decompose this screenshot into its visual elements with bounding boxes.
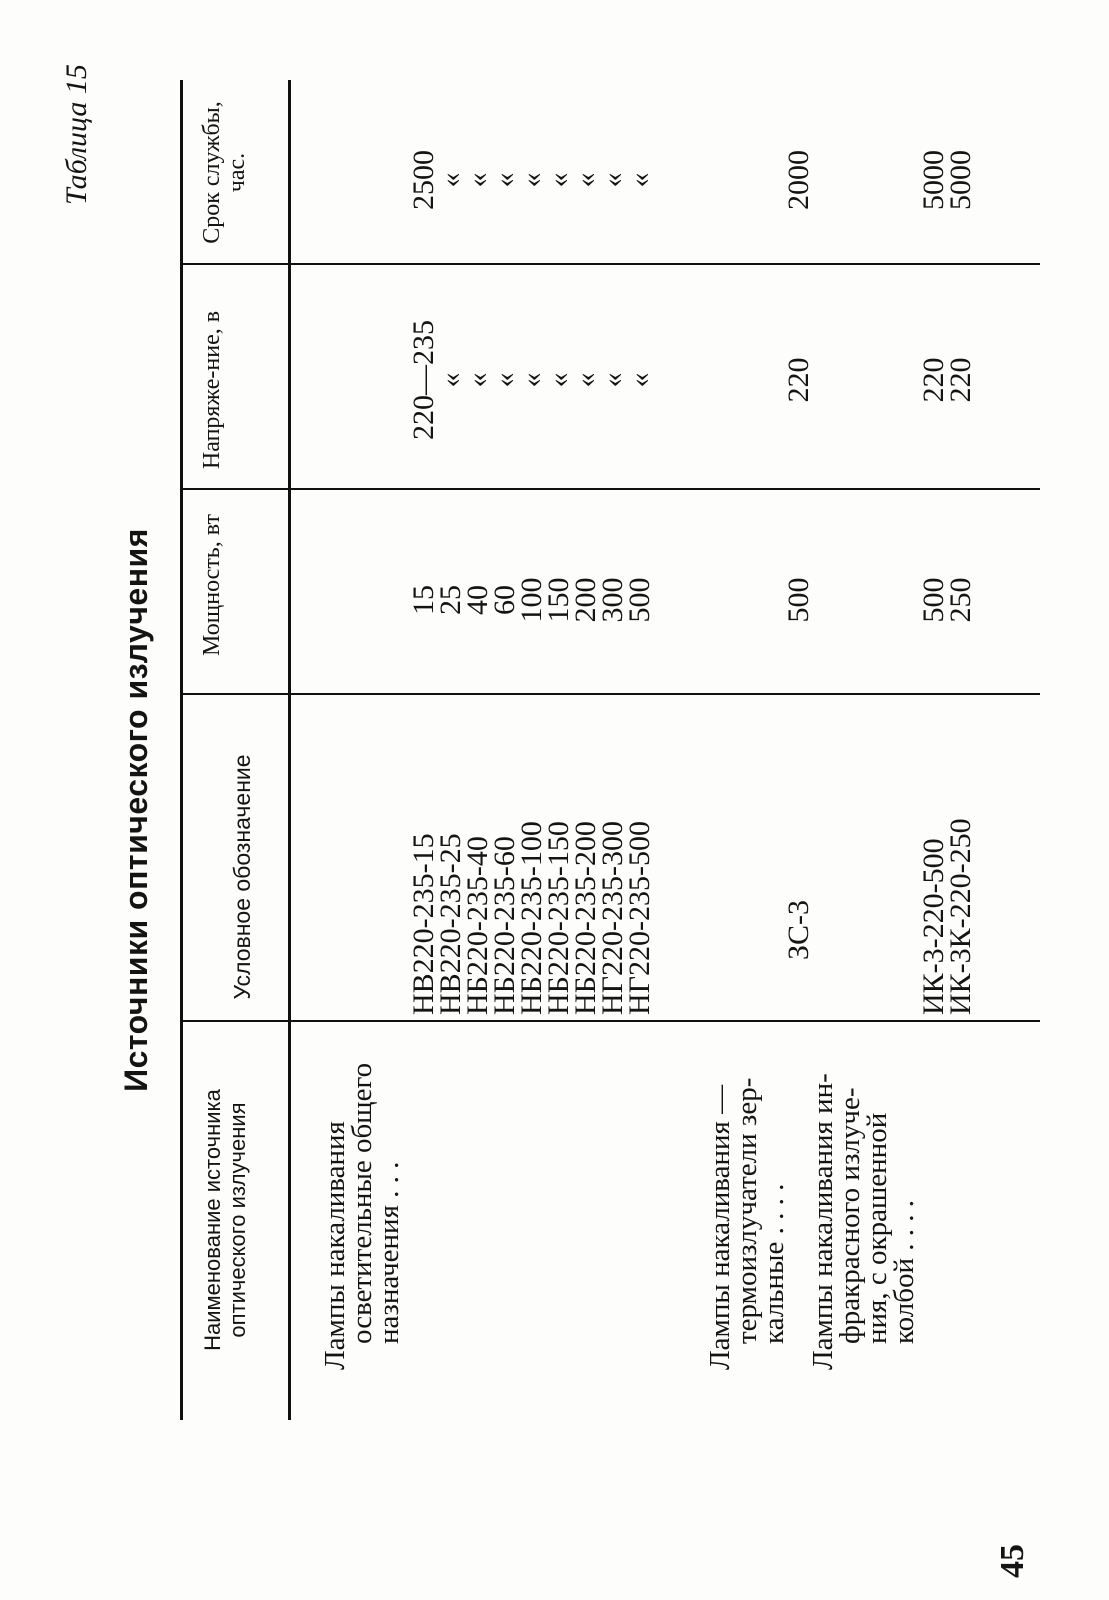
life-cell: « [515,172,548,188]
life-cell: 5000 [944,150,977,210]
name-line: осветительные общего [346,1062,378,1344]
group-3-life [917,105,977,255]
name-line: назначения . . . [373,1161,405,1344]
voltage-cell: 220—235 [407,320,440,440]
group-1-name [319,1040,405,1370]
voltage-cell: « [461,372,494,388]
column-divider-2 [180,693,1040,695]
code-cell: НБ220-235-150 [542,821,575,1015]
group-2-voltage [782,300,815,460]
column-divider-3 [180,488,1040,490]
group-1-codes [407,725,656,1015]
table-title: Источники оптического излучения [118,528,154,1092]
life-cell: 2000 [782,150,815,210]
voltage-cell: « [596,372,629,388]
group-1-life [407,105,656,255]
power-cell: 500 [782,577,815,623]
group-2-power [782,540,815,660]
group-3-name [807,1040,920,1370]
voltage-cell: « [488,372,521,388]
code-cell: ИК-3-220-500 [917,838,950,1015]
code-cell: НВ220-235-25 [434,833,467,1015]
power-cell: 500 [917,577,950,623]
group-2-codes [782,670,815,960]
group-3-voltage [917,300,977,460]
life-cell: « [488,172,521,188]
name-line: Лампы накаливания ин- [807,1073,839,1370]
name-line: ния, с окрашенной [861,1112,893,1344]
group-1-power [407,540,656,660]
group-2-life [782,105,815,255]
code-cell: НВ220-235-15 [407,833,440,1015]
name-line: Лампы накаливания — [704,1084,736,1370]
power-cell: 250 [944,577,977,623]
column-divider-1 [180,1020,1040,1022]
group-2-name [704,1040,790,1370]
life-cell: « [596,172,629,188]
column-divider-4 [180,263,1040,265]
name-line: кальные . . . . [758,1183,790,1344]
life-cell: « [461,172,494,188]
life-cell: « [623,172,656,188]
name-line: термоизлучатели зер- [731,1077,763,1344]
power-cell: 25 [434,585,467,615]
header-life: Срок службы, час. [199,101,250,244]
life-cell: « [434,172,467,188]
voltage-cell: « [434,372,467,388]
group-1-voltage [407,300,656,460]
power-cell: 200 [569,577,602,623]
code-cell: НГ220-235-300 [596,821,629,1015]
table-top-rule [180,80,183,1420]
header-bottom-rule [288,80,291,1420]
voltage-cell: « [542,372,575,388]
power-cell: 60 [488,585,521,615]
code-cell: ЗС-3 [782,899,815,960]
table-label: Таблица 15 [60,64,93,205]
code-cell: НБ220-235-200 [569,821,602,1015]
power-cell: 150 [542,577,575,623]
code-cell: НГ220-235-500 [623,821,656,1015]
name-line: Лампы накаливания [319,1121,351,1370]
voltage-cell: « [569,372,602,388]
code-cell: НБ220-235-100 [515,821,548,1015]
power-cell: 15 [407,585,440,615]
group-3-codes [917,725,977,1015]
power-cell: 500 [623,577,656,623]
code-cell: ИК-3К-220-250 [944,818,977,1015]
code-cell: НБ220-235-60 [488,836,521,1015]
power-cell: 300 [596,577,629,623]
header-power: Мощность, вт [199,514,225,656]
header-name: Наименование источника оптического излучения [200,1089,250,1351]
voltage-cell: « [623,372,656,388]
group-3-power [917,540,977,660]
header-voltage: Напряже-ние, в [199,310,225,470]
name-line: фракрасного излуче- [834,1087,866,1344]
page-number: 45 [994,1544,1031,1578]
life-cell: 2500 [407,150,440,210]
power-cell: 100 [515,577,548,623]
life-cell: 5000 [917,150,950,210]
power-cell: 40 [461,585,494,615]
life-cell: « [542,172,575,188]
voltage-cell: 220 [917,357,950,403]
voltage-cell: 220 [944,357,977,403]
name-line: колбой . . . . [888,1200,920,1344]
code-cell: НБ220-235-40 [461,836,494,1015]
life-cell: « [569,172,602,188]
voltage-cell: « [515,372,548,388]
header-code: Условное обозначение [229,754,255,1000]
voltage-cell: 220 [782,357,815,403]
